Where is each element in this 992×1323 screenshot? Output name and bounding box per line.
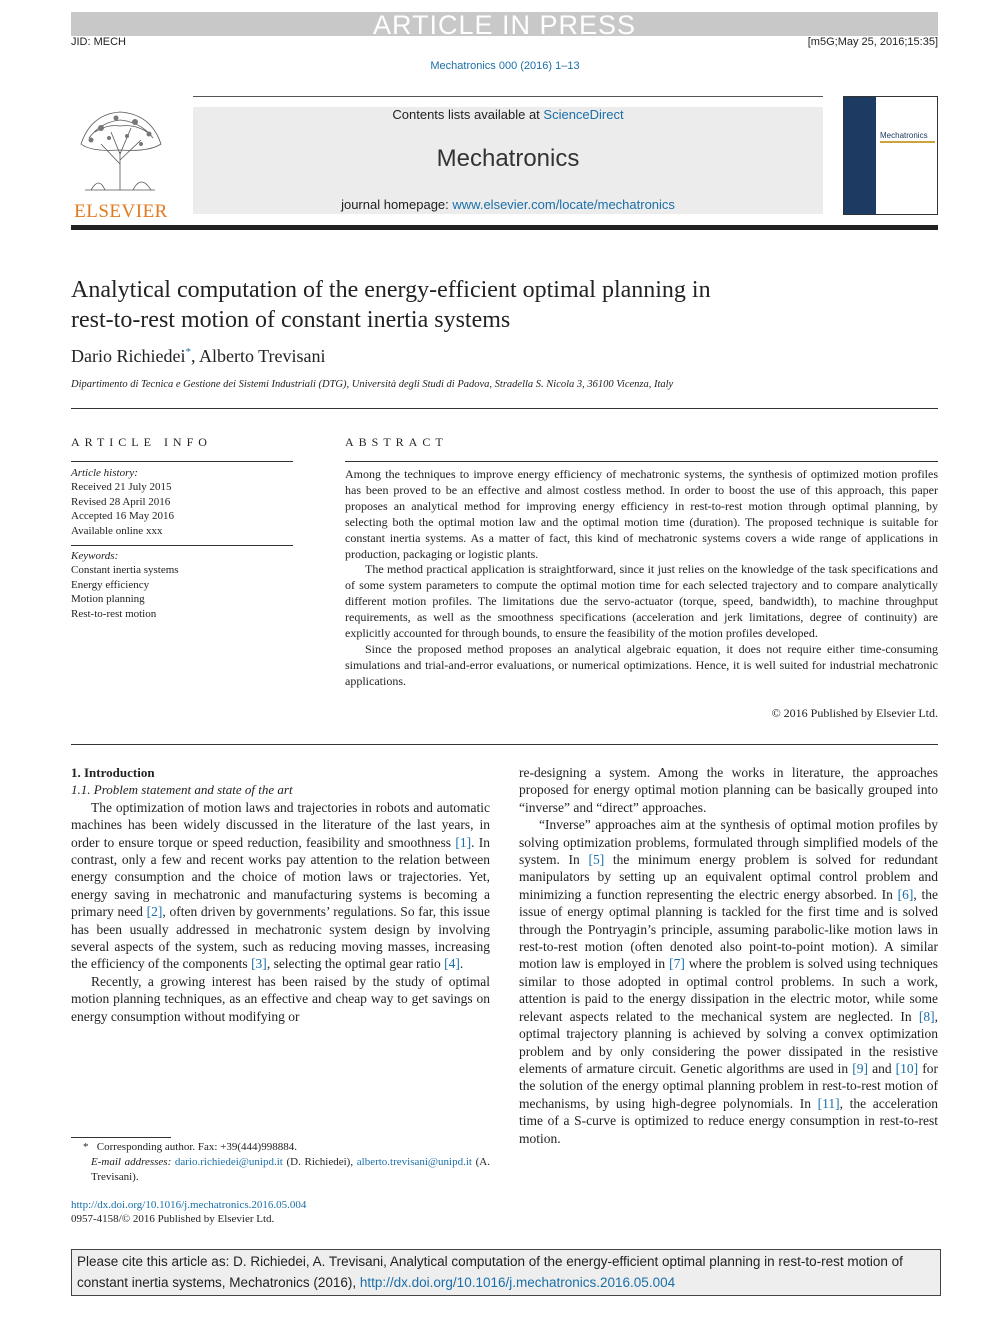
citation-link[interactable]: [8]	[918, 1008, 935, 1024]
citation-link[interactable]: [4]	[444, 956, 460, 972]
divider	[71, 545, 293, 546]
citation-link[interactable]: [9]	[852, 1060, 868, 1076]
divider	[71, 408, 938, 409]
article-info-heading: ARTICLE INFO	[71, 435, 212, 449]
footnotes	[71, 1140, 490, 1185]
body-paragraph: re-designing a system. Among the works in literature, the approaches proposed for energy optimal motion planning can be basically grouped into “inverse” and “direct” approaches.	[519, 765, 938, 815]
title-line-1: Analytical computation of the energy-efficient optimal planning in	[71, 277, 711, 303]
contents-prefix: Contents lists available at	[392, 107, 544, 122]
body-column-left	[71, 764, 490, 1025]
body-column-right	[519, 764, 938, 1147]
homepage-line	[193, 197, 823, 212]
citation-link[interactable]: [7]	[669, 956, 685, 972]
section-heading: 1. Introduction	[71, 765, 155, 780]
email-link[interactable]: dario.richiedei@unipd.it	[174, 1156, 283, 1168]
keyword: Motion planning	[71, 593, 145, 606]
divider	[71, 744, 938, 745]
journal-title: Mechatronics	[436, 145, 580, 172]
cover-spine	[844, 97, 876, 214]
doi-block	[71, 1198, 306, 1226]
article-title	[71, 275, 831, 335]
keywords-label: Keywords:	[71, 550, 119, 562]
cite-doi-link[interactable]: http://dx.doi.org/10.1016/j.mechatronics.2016.05.004	[359, 1275, 676, 1290]
citation-link[interactable]: [2]	[146, 904, 163, 920]
citation-link[interactable]: [11]	[817, 1095, 840, 1111]
issn-line: 0957-4158/© 2016 Published by Elsevier Ltd.	[71, 1213, 275, 1225]
homepage-prefix: journal homepage:	[341, 197, 453, 212]
affiliation: Dipartimento di Tecnica e Gestione dei Sistemi Industriali (DTG), Università degli Studi di Padova, Stradella S. Nicola 3, 36100 Vicenza, Italy	[71, 379, 674, 390]
author-list	[71, 346, 325, 367]
elsevier-logo[interactable]	[71, 104, 171, 222]
journal-header	[193, 107, 823, 214]
history-item: Accepted 16 May 2016	[71, 510, 174, 523]
journal-id: JID: MECH	[71, 36, 126, 48]
divider	[71, 461, 293, 462]
journal-cover-thumbnail[interactable]	[843, 96, 938, 215]
header-thick-rule	[71, 225, 938, 230]
cover-title: Mechatronics	[880, 131, 928, 140]
sciencedirect-link[interactable]: ScienceDirect	[543, 107, 624, 122]
history-item: Available online xxx	[71, 524, 163, 537]
citation-link[interactable]: [5]	[588, 852, 605, 868]
history-item: Received 21 July 2015	[71, 481, 172, 494]
citation-link[interactable]: [10]	[895, 1060, 919, 1076]
article-in-press-banner	[71, 10, 938, 40]
abstract-body	[345, 467, 938, 690]
abstract-heading: ABSTRACT	[345, 435, 448, 449]
body-paragraph: “Inverse” approaches aim at the synthesis of optimal motion profiles by solving optimization problems, formulated through simplified models of the system. In [5] the minimum energy problem is solved for redundant manipulators by setting up an equivalent optimal control problem and minimizing a function representing the electric energy absorbed. In [6], the issue of energy optimal planning is tackled for the first time and is solved through the Pontryagin’s principle, assuming parabolic-like motion laws in rest-to-rest motion (often denoted also point-to-point motion). A similar motion law is employed in [7] where the problem is solved using techniques similar to those adopted in optimal control problems. In such a work, attention is paid to the energy dissipation in the electric motor, while some relevant aspects related to the mechanical system are neglected. In [8], optimal trajectory planning is achieved by solving a convex optimization problem and by only considering the power dissipated in the resistive elements of armature circuit. Genetic algorithms are used in [9] and [10] for the solution of the energy optimal planning problem in rest-to-rest motion of mechanisms, by using high-degree polynomials. In [11], the acceleration time of a S-curve is optimized to reduce energy consumption in rest-to-rest motion.	[519, 817, 938, 1146]
journal-reference-link[interactable]: Mechatronics 000 (2016) 1–13	[430, 60, 580, 72]
article-history	[71, 466, 174, 538]
email-link[interactable]: alberto.trevisani@unipd.it	[356, 1156, 472, 1168]
citation-link[interactable]: [1]	[455, 834, 472, 850]
history-label: Article history:	[71, 467, 138, 479]
doi-link[interactable]: http://dx.doi.org/10.1016/j.mechatronics.2016.05.004	[71, 1199, 307, 1211]
keyword: Energy efficiency	[71, 578, 150, 591]
title-line-2: rest-to-rest motion of constant inertia systems	[71, 307, 511, 333]
keyword: Constant inertia systems	[71, 564, 179, 577]
body-paragraph: The optimization of motion laws and trajectories in robots and automatic machines has been widely discussed in the literature of the last years, in order to ensure torque or speed reduction, feasibility and smoothness [1]. In contrast, only a few and recent works pay attention to the relation between energy consumption and the choice of motion laws or trajectories. Yet, energy saving in mechatronic and manufacturing systems is becoming a primary need [2], often driven by governments’ regulations. So far, this issue has been usually addressed in mechatronic system design by involving several aspects of the system, such as reducing moving masses, increasing the efficiency of the components [3], selecting the optimal gear ratio [4].	[71, 799, 491, 972]
citation-link[interactable]: [6]	[897, 886, 914, 902]
keywords	[71, 549, 179, 621]
homepage-link[interactable]: www.elsevier.com/locate/mechatronics	[452, 197, 675, 212]
banner-text: ARTICLE IN PRESS	[372, 10, 637, 40]
abstract-paragraph: Since the proposed method proposes an analytical algebraic equation, it does not require either time-consuming simulations and trial-and-error evaluations, or numerical optimizations. Hence, it is well suited for industrial mechatronic applications.	[345, 641, 938, 688]
divider	[345, 461, 938, 462]
elsevier-tree-icon	[71, 104, 169, 192]
footnote-rule	[71, 1137, 171, 1138]
build-stamp: [m5G;May 25, 2016;15:35]	[807, 36, 938, 48]
keyword: Rest-to-rest motion	[71, 607, 157, 620]
publisher-name: ELSEVIER	[74, 201, 168, 222]
corresponding-footnote: * Corresponding author. Fax: +39(444)998884.	[83, 1141, 297, 1153]
cover-accent	[880, 141, 935, 143]
body-paragraph: Recently, a growing interest has been raised by the study of optimal motion planning techniques, as an effective and cheap way to get savings on energy consumption without modifying or	[71, 973, 490, 1024]
cite-text: Please cite this article as: D. Richiedei, A. Trevisani, Analytical computation of the energy-efficient optimal planning in rest-to-rest motion of constant inertia systems, Mechatronics (2016),	[77, 1254, 903, 1290]
abstract-copyright: © 2016 Published by Elsevier Ltd.	[771, 706, 938, 720]
author-1: Dario Richiedei	[71, 346, 186, 366]
cite-this-article-box	[71, 1249, 941, 1296]
citation-link[interactable]: [3]	[251, 956, 267, 972]
header-top-rule	[193, 96, 823, 97]
subsection-heading: 1.1. Problem statement and state of the art	[71, 782, 293, 798]
author-2: , Alberto Trevisani	[190, 346, 326, 366]
corresponding-author-mark[interactable]: *	[185, 346, 191, 358]
abstract-paragraph: Among the techniques to improve energy efficiency of mechatronic systems, the synthesis of optimized motion profiles has been proved to be an effective and almost costless method. In order to boost the use of this approach, this paper proposes an analytical method for improving energy efficiency in rest-to-rest motion through optimal planning, by selecting both the optimal motion law and the optimal motion time (duration). The proposed technique is suitable for constant inertia systems. As a matter of fact, this kind of mechatronic systems covers a wide range of applications in production, packaging or logistic plants.	[345, 467, 938, 561]
history-item: Revised 28 April 2016	[71, 495, 171, 508]
contents-line	[193, 107, 823, 122]
email-footnote: E-mail addresses: dario.richiedei@unipd.it (D. Richiedei), alberto.trevisani@unipd.it (A. Trevisani).	[91, 1156, 490, 1183]
abstract-paragraph: The method practical application is straightforward, since it just relies on the knowledge of the task specifications and of some system parameters to compute the optimal motion time for each selected trajectory and to compare analytically different motion profiles. The limitations due the servo-actuator (torque, speed, bandwidth), to machine throughput requirements, as well as the smoothness specifications (acceleration and jerk limitations, degree of continuity) are explicitly accounted for through bounds, to ensure the feasibility of the motion profiles developed.	[345, 562, 938, 641]
